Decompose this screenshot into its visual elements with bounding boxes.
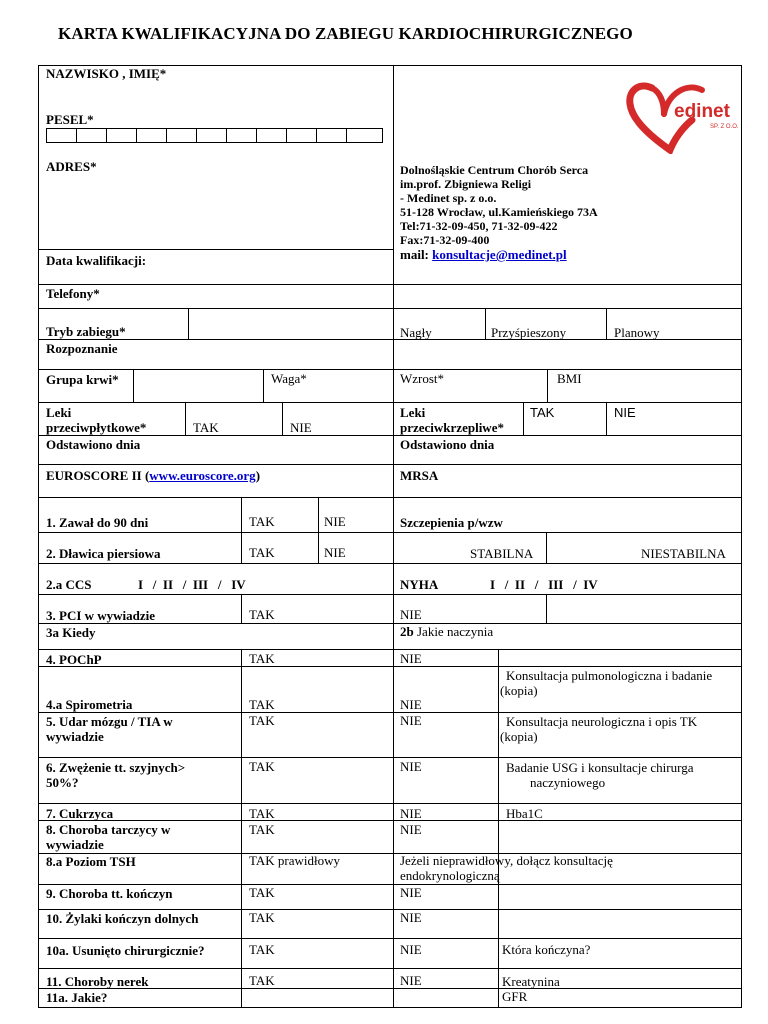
neurology-note-1: Konsultacja neurologiczna i opis TK: [506, 714, 698, 729]
row-3-no[interactable]: NIE: [400, 607, 422, 622]
row-2-no[interactable]: NIE: [324, 545, 346, 560]
clinic-fax: Fax:71-32-09-400: [400, 233, 490, 247]
pesel-digit-box[interactable]: [316, 128, 346, 143]
row-3-yes[interactable]: TAK: [249, 607, 275, 622]
row-2-yes[interactable]: TAK: [249, 545, 275, 560]
row-8-label-2: wywiadzie: [46, 837, 104, 852]
pesel-digit-box[interactable]: [76, 128, 106, 143]
antiplatelet-label-1: Leki: [46, 405, 72, 420]
mrsa-label: MRSA: [400, 468, 439, 483]
mail-label: mail:: [400, 247, 433, 262]
row-11-no[interactable]: NIE: [400, 973, 422, 988]
row-3a-label: 3a Kiedy: [46, 625, 96, 640]
row-8-yes[interactable]: TAK: [249, 822, 275, 837]
diagnosis-label: Rozpoznanie: [46, 341, 118, 356]
row-4-yes[interactable]: TAK: [249, 651, 275, 666]
nyha-scale[interactable]: I / II / III / IV: [490, 577, 598, 592]
antiplatelet-no[interactable]: NIE: [290, 420, 312, 435]
clinic-address: 51-128 Wrocław, ul.Kamieńskiego 73A: [400, 205, 598, 219]
row-10a-no[interactable]: NIE: [400, 942, 422, 957]
row-3-label: 3. PCI w wywiadzie: [46, 608, 156, 623]
row-5-no[interactable]: NIE: [400, 713, 422, 728]
row-10-label: 10. Żylaki kończyn dolnych: [46, 911, 199, 926]
row-11-yes[interactable]: TAK: [249, 973, 275, 988]
row-6-no[interactable]: NIE: [400, 759, 422, 774]
neurology-note-2: (kopia): [500, 729, 538, 744]
nyha-label: NYHA: [400, 577, 439, 592]
row-8-label-1: 8. Choroba tarczycy w: [46, 822, 171, 837]
row-4a-no[interactable]: NIE: [400, 697, 422, 712]
clinic-company: - Medinet sp. z o.o.: [400, 191, 497, 205]
anticoagulant-yes[interactable]: TAK: [530, 405, 555, 420]
pesel-digit-box[interactable]: [226, 128, 256, 143]
pesel-digit-box[interactable]: [136, 128, 166, 143]
anticoagulant-label-2: przeciwkrzepliwe*: [400, 420, 504, 435]
pesel-digit-box[interactable]: [106, 128, 136, 143]
anticoagulant-label-1: Leki: [400, 405, 426, 420]
procedure-mode-label: Tryb zabiegu*: [46, 324, 126, 339]
row-9-yes[interactable]: TAK: [249, 885, 275, 900]
name-label: NAZWISKO , IMIĘ*: [46, 66, 167, 81]
mail-link[interactable]: konsultacje@medinet.pl: [432, 247, 567, 262]
usg-note-2: naczyniowego: [530, 775, 606, 790]
row-4-label: 4. POChP: [46, 652, 102, 667]
row-9-label: 9. Choroba tt. kończyn: [46, 886, 173, 901]
row-10a-yes[interactable]: TAK: [249, 942, 275, 957]
logo-text: edinet: [674, 101, 730, 122]
row-1-no[interactable]: NIE: [324, 514, 346, 529]
mode-accelerated[interactable]: Przyśpieszony: [491, 325, 567, 340]
row-8a-label: 8.a Poziom TSH: [46, 854, 136, 869]
row-7-label: 7. Cukrzyca: [46, 806, 114, 821]
pesel-digit-box[interactable]: [46, 128, 76, 143]
tsh-note-1: Jeżeli nieprawidłowy, dołącz konsultację: [400, 853, 613, 868]
weight-label: Waga*: [271, 371, 307, 386]
pesel-digit-box[interactable]: [256, 128, 286, 143]
document-title: KARTA KWALIFIKACYJNA DO ZABIEGU KARDIOCHIRURGICZNEGO: [58, 24, 633, 43]
angina-stable[interactable]: STABILNA: [470, 546, 534, 561]
pesel-digit-box[interactable]: [346, 128, 383, 143]
row-1-yes[interactable]: TAK: [249, 514, 275, 529]
pesel-label: PESEL*: [46, 112, 94, 127]
antiplatelet-label-2: przeciwpłytkowe*: [46, 420, 147, 435]
row-2-label: 2. Dławica piersiowa: [46, 546, 161, 561]
clinic-patron: im.prof. Zbigniewa Religi: [400, 177, 532, 191]
row-5-yes[interactable]: TAK: [249, 713, 275, 728]
pulmonology-note-2: (kopia): [500, 683, 538, 698]
row-6-label-2: 50%?: [46, 775, 79, 790]
anticoagulant-no[interactable]: NIE: [614, 405, 636, 420]
stopped-date-label-2: Odstawiono dnia: [400, 437, 495, 452]
row-11a-label: 11a. Jakie?: [46, 990, 108, 1005]
row-5-label-2: wywiadzie: [46, 729, 104, 744]
pulmonology-note-1: Konsultacja pulmonologiczna i badanie: [506, 668, 713, 683]
ccs-label: 2.a CCS: [46, 577, 92, 592]
hba1c-label: Hba1C: [506, 806, 543, 821]
bmi-label: BMI: [557, 371, 582, 386]
euroscore-label: EUROSCORE II (www.euroscore.org): [46, 468, 261, 483]
qualification-date-label: Data kwalifikacji:: [46, 253, 147, 268]
row-8-no[interactable]: NIE: [400, 822, 422, 837]
stopped-date-label-1: Odstawiono dnia: [46, 437, 141, 452]
gfr-label: GFR: [502, 989, 528, 1004]
vaccination-label: Szczepienia p/wzw: [400, 515, 503, 530]
row-5-label-1: 5. Udar mózgu / TIA w: [46, 714, 173, 729]
row-6-label-1: 6. Zwężenie tt. szyjnych>: [46, 760, 186, 775]
address-label: ADRES*: [46, 159, 97, 174]
pesel-digit-box[interactable]: [286, 128, 316, 143]
row-10a-label: 10a. Usunięto chirurgicznie?: [46, 943, 205, 958]
row-9-no[interactable]: NIE: [400, 885, 422, 900]
ccs-scale[interactable]: I / II / III / IV: [138, 577, 246, 592]
clinic-mail: [400, 247, 567, 262]
row-6-yes[interactable]: TAK: [249, 759, 275, 774]
row-2b-label: 2b Jakie naczynia: [400, 624, 494, 639]
row-4-no[interactable]: NIE: [400, 651, 422, 666]
logo-subtext: SP. Z O.O.: [710, 124, 739, 130]
clinic-phone: Tel:71-32-09-450, 71-32-09-422: [400, 219, 558, 233]
clinic-name: Dolnośląskie Centrum Chorób Serca: [400, 163, 589, 177]
height-label: Wzrost*: [400, 371, 445, 386]
row-10-no[interactable]: NIE: [400, 910, 422, 925]
blood-group-label: Grupa krwi*: [46, 372, 119, 387]
row-4a-yes[interactable]: TAK: [249, 697, 275, 712]
creatinine-label: Kreatynina: [502, 974, 560, 989]
phones-label: Telefony*: [46, 286, 100, 301]
antiplatelet-yes[interactable]: TAK: [193, 420, 219, 435]
pesel-digit-box[interactable]: [196, 128, 226, 143]
row-10-yes[interactable]: TAK: [249, 910, 275, 925]
row-7-no[interactable]: NIE: [400, 806, 422, 821]
mode-urgent[interactable]: Nagły: [400, 325, 432, 340]
tsh-note-2: endokrynologiczną: [400, 868, 500, 883]
usg-note-1: Badanie USG i konsultacje chirurga: [506, 760, 694, 775]
row-8a-yes-normal[interactable]: TAK prawidłowy: [249, 853, 341, 868]
pesel-digit-box[interactable]: [166, 128, 196, 143]
row-7-yes[interactable]: TAK: [249, 806, 275, 821]
row-1-label: 1. Zawał do 90 dni: [46, 515, 149, 530]
medinet-logo: [626, 80, 744, 154]
which-limb-label: Która kończyna?: [502, 942, 591, 957]
angina-unstable[interactable]: NIESTABILNA: [641, 546, 726, 561]
euroscore-link[interactable]: www.euroscore.org: [149, 468, 256, 483]
mode-planned[interactable]: Planowy: [614, 325, 660, 340]
row-4a-label: 4.a Spirometria: [46, 697, 133, 712]
row-11-label: 11. Choroby nerek: [46, 974, 149, 989]
